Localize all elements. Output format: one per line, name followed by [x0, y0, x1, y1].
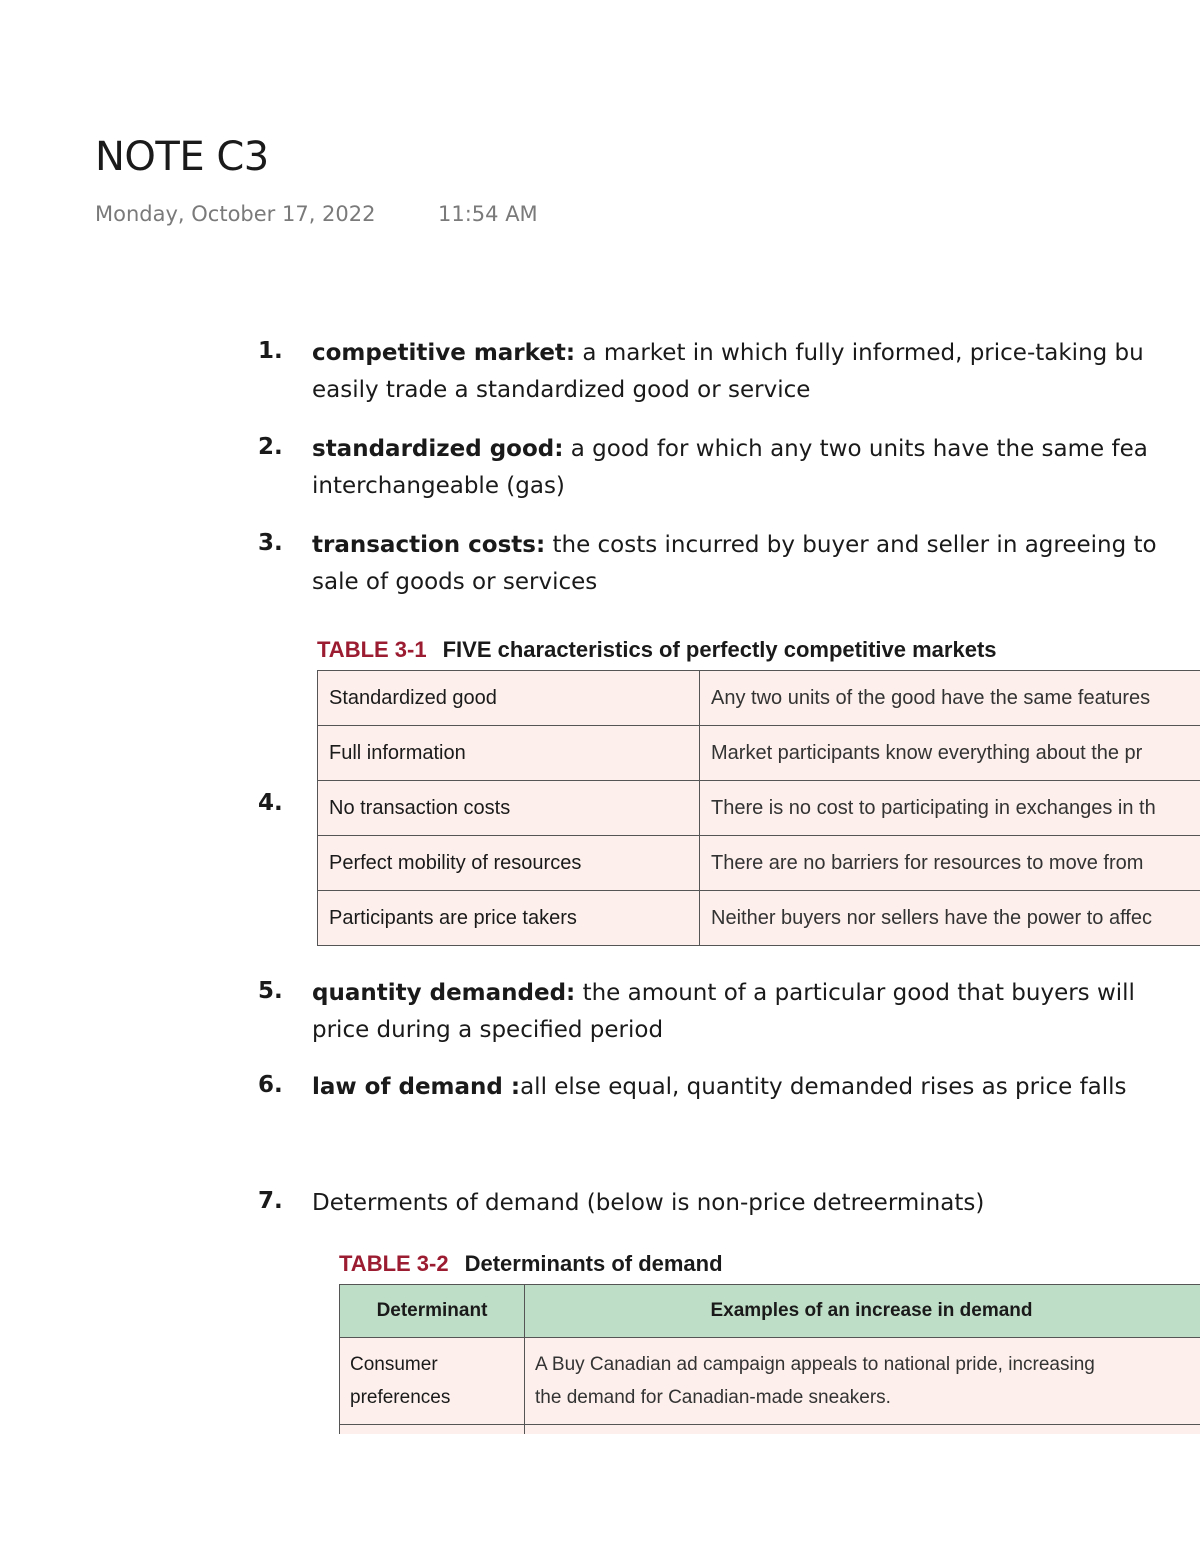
list-number: 4. — [258, 790, 283, 816]
cell-line: the demand for Canadian-made sneakers. — [535, 1387, 891, 1408]
table-cell: There is no cost to participating in exchanges in th — [700, 781, 1200, 836]
definition-cont: price during a specified period — [312, 1017, 664, 1043]
table-row — [318, 671, 1200, 726]
page-clip — [0, 1434, 1200, 1553]
definition-cont: easily trade a standardized good or service — [312, 377, 811, 403]
list-item — [312, 975, 1200, 1049]
table-number: TABLE 3-2 — [339, 1251, 449, 1276]
list-item — [312, 335, 1200, 409]
table-number: TABLE 3-1 — [317, 637, 427, 662]
table-caption — [339, 1251, 723, 1277]
list-number: 1. — [258, 338, 283, 364]
list-number: 7. — [258, 1188, 283, 1214]
table-cell: Full information — [318, 726, 700, 781]
table-row — [318, 781, 1200, 836]
table-row — [318, 836, 1200, 891]
definition: all else equal, quantity demanded rises as price falls — [520, 1074, 1127, 1100]
definition: Determents of demand (below is non-price detreerminats) — [312, 1190, 985, 1216]
cell-line: preferences — [350, 1387, 451, 1408]
table-cell: Perfect mobility of resources — [318, 836, 700, 891]
list-item — [312, 527, 1200, 601]
page-date: Monday, October 17, 2022 — [95, 202, 376, 226]
table-cell: Neither buyers nor sellers have the power to affec — [700, 891, 1200, 946]
table-cell: There are no barriers for resources to move from — [700, 836, 1200, 891]
table-cell: No transaction costs — [318, 781, 700, 836]
page-title: NOTE C3 — [95, 134, 269, 180]
table-cell: Participants are price takers — [318, 891, 700, 946]
table-cell — [525, 1338, 1200, 1425]
definition: the costs incurred by buyer and seller in agreeing to — [545, 532, 1157, 558]
list-number: 2. — [258, 434, 283, 460]
table-cell: Market participants know everything about the pr — [700, 726, 1200, 781]
page-time: 11:54 AM — [438, 202, 538, 226]
definition: the amount of a particular good that buyers will — [575, 980, 1135, 1006]
table-name: FIVE characteristics of perfectly competitive markets — [442, 637, 997, 662]
definition: a good for which any two units have the same fea — [563, 436, 1148, 462]
table-row — [318, 726, 1200, 781]
cell-line: A Buy Canadian ad campaign appeals to national pride, increasing — [535, 1354, 1095, 1375]
cell-line: Consumer — [350, 1354, 438, 1375]
definition-cont: sale of goods or services — [312, 569, 598, 595]
term: transaction costs: — [312, 532, 546, 558]
list-item — [312, 1185, 1200, 1222]
column-header: Determinant — [340, 1285, 525, 1338]
table-row — [340, 1338, 1200, 1425]
table-row — [318, 891, 1200, 946]
term: law of demand : — [312, 1074, 521, 1100]
term: quantity demanded: — [312, 980, 576, 1006]
list-number: 5. — [258, 978, 283, 1004]
table-name: Determinants of demand — [464, 1251, 723, 1276]
table-header-row — [340, 1285, 1200, 1338]
list-item — [312, 1069, 1200, 1106]
table-cell — [340, 1338, 525, 1425]
determinants-table — [339, 1284, 1200, 1446]
list-number: 3. — [258, 530, 283, 556]
list-number: 6. — [258, 1072, 283, 1098]
table-cell: Any two units of the good have the same features — [700, 671, 1200, 726]
list-item — [312, 431, 1200, 505]
table-caption — [317, 637, 997, 663]
definition: a market in which fully informed, price-taking bu — [575, 340, 1144, 366]
characteristics-table — [317, 670, 1200, 946]
table-cell: Standardized good — [318, 671, 700, 726]
column-header: Examples of an increase in demand — [525, 1285, 1200, 1338]
term: standardized good: — [312, 436, 564, 462]
definition-cont: interchangeable (gas) — [312, 473, 565, 499]
term: competitive market: — [312, 340, 576, 366]
